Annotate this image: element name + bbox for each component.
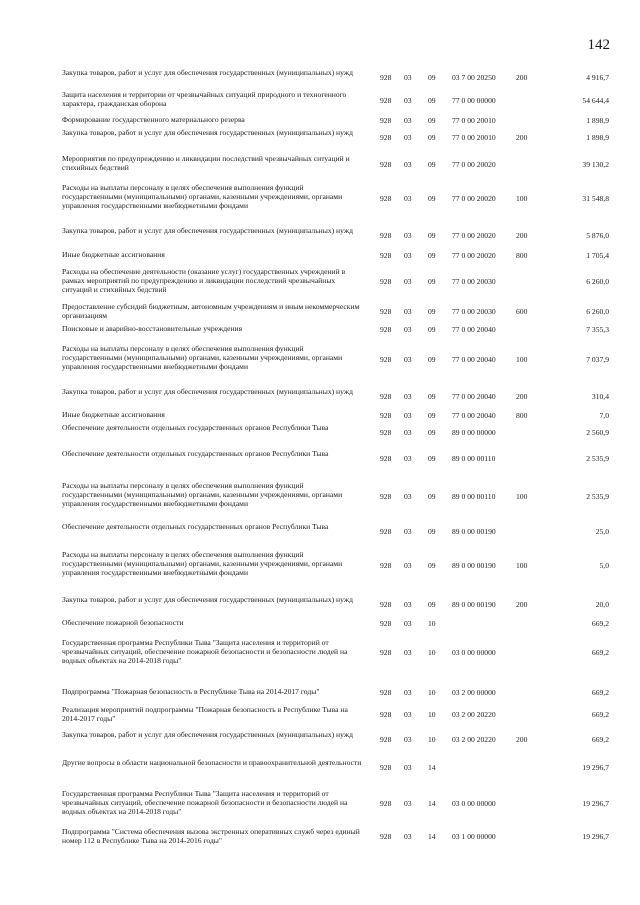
target-article-code: 03 7 00 20250 [452,73,496,82]
section-code: 03 [404,799,412,808]
expense-type-code: 200 [516,73,528,82]
expense-description: Государственная программа Республики Тыва "Защита населения и территорий от чрезвычайных ситуаций, обеспечение пожарной безопасности и безопасности людей на водных объектах на 2014-2018 годы" [62,789,348,816]
admin-code: 928 [380,710,392,719]
amount: 19 296,7 [582,799,609,808]
subsection-code: 10 [428,688,436,697]
section-code: 03 [404,251,412,260]
admin-code: 928 [380,307,392,316]
admin-code: 928 [380,735,392,744]
admin-code: 928 [380,600,392,609]
table-row [0,154,640,174]
section-code: 03 [404,832,412,841]
expense-type-code: 100 [516,355,528,364]
expense-description: Закупка товаров, работ и услуг для обеспечения государственных (муниципальных) нужд [62,595,353,604]
expense-description: Расходы на выплаты персоналу в целях обеспечения выполнения функций государственными (муниципальными) органами, казенными учреждениями, органами управления государственными внебюджетными фондами [62,550,343,577]
subsection-code: 09 [428,492,436,501]
expense-description: Другие вопросы в области национальной безопасности и правоохранительной деятельности [62,758,362,767]
section-code: 03 [404,454,412,463]
section-code: 03 [404,116,412,125]
admin-code: 928 [380,160,392,169]
subsection-code: 09 [428,355,436,364]
target-article-code: 77 0 00 20020 [452,194,496,203]
subsection-code: 09 [428,160,436,169]
table-row [0,267,640,295]
table-row [0,250,640,260]
table-row [0,705,640,723]
subsection-code: 09 [428,307,436,316]
subsection-code: 09 [428,277,436,286]
table-row [0,481,640,511]
table-row [0,730,640,748]
section-code: 03 [404,763,412,772]
table-row [0,789,640,817]
table-row [0,449,640,467]
target-article-code: 77 0 00 20040 [452,411,496,420]
expense-description: Подпрограмма "Система обеспечения вызова экстренных оперативных служб через единый номер 112 в Республике Тыва на 2014-2016 годы" [62,827,360,845]
section-code: 03 [404,688,412,697]
subsection-code: 14 [428,832,436,841]
table-row [0,183,640,213]
admin-code: 928 [380,133,392,142]
admin-code: 928 [380,355,392,364]
expense-description: Расходы на выплаты персоналу в целях обеспечения выполнения функций государственными (муниципальными) органами, казенными учреждениями, органами управления государственными внебюджетными фондами [62,183,343,210]
amount: 7 037,9 [586,355,609,364]
admin-code: 928 [380,194,392,203]
amount: 4 916,7 [586,73,609,82]
table-row [0,387,640,405]
expense-description: Формирование государственного материального резерва [62,115,245,124]
amount: 1 705,4 [586,251,609,260]
target-article-code: 03 2 00 20220 [452,710,496,719]
subsection-code: 09 [428,96,436,105]
amount: 39 130,2 [582,160,609,169]
subsection-code: 09 [428,116,436,125]
expense-type-code: 200 [516,600,528,609]
expense-type-code: 800 [516,251,528,260]
admin-code: 928 [380,392,392,401]
expense-type-code: 200 [516,392,528,401]
expense-description: Расходы на выплаты персоналу в целях обеспечения выполнения функций государственными (муниципальными) органами, казенными учреждениями, органами управления государственными внебюджетными фондами [62,481,343,508]
expense-type-code: 100 [516,194,528,203]
table-row [0,90,640,110]
subsection-code: 14 [428,799,436,808]
admin-code: 928 [380,73,392,82]
expense-description: Предоставление субсидий бюджетным, автономным учреждениям и иным некоммерческим организациям [62,302,360,320]
amount: 20,0 [595,600,609,609]
subsection-code: 09 [428,73,436,82]
expense-description: Мероприятия по предупреждению и ликвидации последствий чрезвычайных ситуаций и стихийных бедствий [62,154,350,172]
amount: 1 898,9 [586,133,609,142]
target-article-code: 77 0 00 20040 [452,325,496,334]
admin-code: 928 [380,527,392,536]
target-article-code: 89 0 00 00110 [452,492,496,501]
expense-type-code: 100 [516,561,528,570]
target-article-code: 77 0 00 20030 [452,277,496,286]
target-article-code: 89 0 00 00190 [452,600,496,609]
page-number: 142 [587,37,610,53]
amount: 7 355,3 [586,325,609,334]
amount: 6 260,0 [586,307,609,316]
section-code: 03 [404,619,412,628]
subsection-code: 09 [428,325,436,334]
target-article-code: 77 0 00 00000 [452,96,496,105]
section-code: 03 [404,73,412,82]
subsection-code: 09 [428,194,436,203]
table-row [0,115,640,125]
expense-description: Закупка товаров, работ и услуг для обеспечения государственных (муниципальных) нужд [62,128,353,137]
admin-code: 928 [380,231,392,240]
amount: 5,0 [599,561,609,570]
amount: 7,0 [599,411,609,420]
expense-type-code: 200 [516,133,528,142]
target-article-code: 89 0 00 00110 [452,454,496,463]
admin-code: 928 [380,492,392,501]
subsection-code: 09 [428,411,436,420]
amount: 5 876,0 [586,231,609,240]
expense-description: Обеспечение деятельности отдельных государственных органов Республики Тыва [62,423,329,432]
section-code: 03 [404,231,412,240]
admin-code: 928 [380,277,392,286]
section-code: 03 [404,325,412,334]
table-row [0,522,640,540]
section-code: 03 [404,160,412,169]
expense-description: Подпрограмма "Пожарная безопасность в Республике Тыва на 2014-2017 годы" [62,687,320,696]
subsection-code: 09 [428,231,436,240]
expense-type-code: 800 [516,411,528,420]
subsection-code: 09 [428,600,436,609]
expense-description: Поисковые и аварийно-восстановительные учреждения [62,324,243,333]
admin-code: 928 [380,454,392,463]
admin-code: 928 [380,561,392,570]
amount: 25,0 [595,527,609,536]
admin-code: 928 [380,799,392,808]
subsection-code: 10 [428,710,436,719]
table-row [0,128,640,146]
subsection-code: 09 [428,428,436,437]
table-row [0,226,640,244]
expense-description: Обеспечение деятельности отдельных государственных органов Республики Тыва [62,522,329,531]
target-article-code: 89 0 00 00000 [452,428,496,437]
admin-code: 928 [380,411,392,420]
section-code: 03 [404,492,412,501]
expense-description: Закупка товаров, работ и услуг для обеспечения государственных (муниципальных) нужд [62,730,353,739]
subsection-code: 09 [428,527,436,536]
admin-code: 928 [380,648,392,657]
amount: 669,2 [591,619,609,628]
table-row [0,618,640,628]
amount: 2 535,9 [586,492,609,501]
expense-description: Обеспечение пожарной безопасности [62,618,184,627]
target-article-code: 77 0 00 20040 [452,392,496,401]
table-row [0,302,640,320]
table-row [0,68,640,86]
table-row [0,423,640,441]
expense-type-code: 100 [516,492,528,501]
table-row [0,758,640,776]
expense-type-code: 600 [516,307,528,316]
target-article-code: 77 0 00 20030 [452,307,496,316]
subsection-code: 10 [428,648,436,657]
target-article-code: 77 0 00 20010 [452,116,496,125]
amount: 54 644,4 [582,96,609,105]
table-row [0,687,640,697]
expense-description: Расходы на обеспечение деятельности (оказание услуг) государственных учреждений в рамках мероприятий по предупреждению и ликвидации последствий чрезвычайных ситуаций и стихийных бедствий [62,267,346,294]
amount: 669,2 [591,688,609,697]
expense-description: Защита населения и территории от чрезвычайных ситуаций природного и техногенного характера, гражданская оборона [62,90,347,108]
admin-code: 928 [380,619,392,628]
amount: 669,2 [591,710,609,719]
amount: 669,2 [591,735,609,744]
expense-description: Обеспечение деятельности отдельных государственных органов Республики Тыва [62,449,329,458]
table-row [0,595,640,613]
expense-description: Расходы на выплаты персоналу в целях обеспечения выполнения функций государственными (муниципальными) органами, казенными учреждениями, органами управления государственными внебюджетными фондами [62,344,343,371]
section-code: 03 [404,600,412,609]
section-code: 03 [404,133,412,142]
target-article-code: 89 0 00 00190 [452,527,496,536]
amount: 669,2 [591,648,609,657]
expense-description: Иные бюджетные ассигнования [62,410,165,419]
section-code: 03 [404,194,412,203]
section-code: 03 [404,392,412,401]
target-article-code: 77 0 00 20020 [452,231,496,240]
subsection-code: 09 [428,251,436,260]
section-code: 03 [404,735,412,744]
section-code: 03 [404,428,412,437]
target-article-code: 03 0 00 00000 [452,799,496,808]
target-article-code: 03 0 00 00000 [452,648,496,657]
subsection-code: 09 [428,454,436,463]
expense-type-code: 200 [516,735,528,744]
subsection-code: 14 [428,763,436,772]
subsection-code: 10 [428,735,436,744]
target-article-code: 03 2 00 00000 [452,688,496,697]
admin-code: 928 [380,832,392,841]
target-article-code: 77 0 00 20020 [452,160,496,169]
table-row [0,827,640,845]
expense-type-code: 200 [516,231,528,240]
amount: 2 535,9 [586,454,609,463]
table-row [0,550,640,580]
admin-code: 928 [380,428,392,437]
amount: 19 296,7 [582,763,609,772]
target-article-code: 77 0 00 20020 [452,251,496,260]
section-code: 03 [404,355,412,364]
subsection-code: 10 [428,619,436,628]
section-code: 03 [404,710,412,719]
expense-description: Закупка товаров, работ и услуг для обеспечения государственных (муниципальных) нужд [62,226,353,235]
admin-code: 928 [380,96,392,105]
table-row [0,344,640,374]
expense-description: Реализация мероприятий подпрограммы "Пожарная безопасность в Республике Тыва на 2014-2017 годы" [62,705,348,723]
target-article-code: 77 0 00 20010 [452,133,496,142]
section-code: 03 [404,561,412,570]
subsection-code: 09 [428,133,436,142]
amount: 1 898,9 [586,116,609,125]
target-article-code: 03 1 00 00000 [452,832,496,841]
admin-code: 928 [380,116,392,125]
subsection-code: 09 [428,392,436,401]
section-code: 03 [404,648,412,657]
amount: 6 260,0 [586,277,609,286]
target-article-code: 77 0 00 20040 [452,355,496,364]
admin-code: 928 [380,251,392,260]
section-code: 03 [404,527,412,536]
amount: 2 560,9 [586,428,609,437]
amount: 19 296,7 [582,832,609,841]
section-code: 03 [404,277,412,286]
admin-code: 928 [380,688,392,697]
admin-code: 928 [380,763,392,772]
table-row [0,638,640,666]
section-code: 03 [404,307,412,316]
subsection-code: 09 [428,561,436,570]
amount: 31 548,8 [582,194,609,203]
admin-code: 928 [380,325,392,334]
expense-description: Закупка товаров, работ и услуг для обеспечения государственных (муниципальных) нужд [62,68,353,77]
section-code: 03 [404,411,412,420]
section-code: 03 [404,96,412,105]
amount: 310,4 [591,392,609,401]
table-row [0,410,640,420]
target-article-code: 89 0 00 00190 [452,561,496,570]
table-row [0,324,640,334]
expense-description: Иные бюджетные ассигнования [62,250,165,259]
expense-description: Закупка товаров, работ и услуг для обеспечения государственных (муниципальных) нужд [62,387,353,396]
expense-description: Государственная программа Республики Тыва "Защита населения и территорий от чрезвычайных ситуаций, обеспечение пожарной безопасности и безопасности людей на водных объектах на 2014-2018 годы" [62,638,348,665]
target-article-code: 03 2 00 20220 [452,735,496,744]
